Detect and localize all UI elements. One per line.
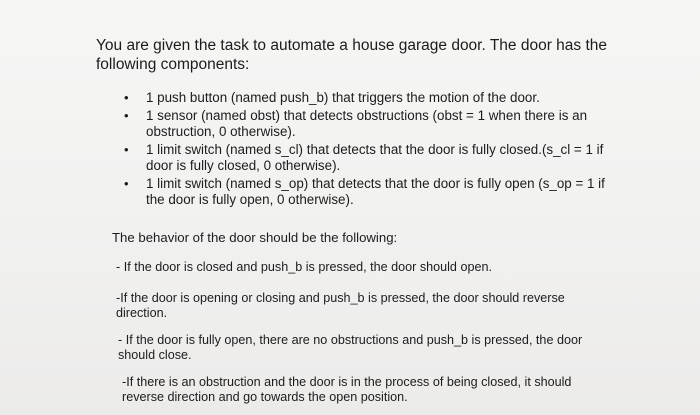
- bullet-icon: •: [124, 90, 129, 105]
- intro-paragraph: You are given the task to automate a house garage door. The door has the following components:: [96, 37, 608, 73]
- list-item: [120, 142, 620, 175]
- behavior-rule: - If the door is fully open, there are no obstructions and push_b is pressed, the door should close.: [118, 333, 583, 362]
- list-item: [120, 90, 620, 107]
- list-item: [120, 108, 620, 141]
- component-text: 1 sensor (named obst) that detects obstructions (obst = 1 when there is an obstruction, 0 otherwise).: [146, 107, 588, 139]
- behavior-rule: -If there is an obstruction and the door is in the process of being closed, it should reverse direction and go towards the open position.: [122, 375, 572, 404]
- behavior-heading: The behavior of the door should be the following:: [112, 230, 398, 245]
- component-text: 1 limit switch (named s_cl) that detects that the door is fully closed.(s_cl = 1 if door is fully closed, 0 otherwise).: [146, 141, 604, 173]
- components-list: [120, 90, 620, 210]
- list-item: [120, 176, 620, 209]
- bullet-icon: •: [124, 107, 129, 123]
- behavior-rule: -If the door is opening or closing and push_b is pressed, the door should reverse direction.: [116, 291, 565, 320]
- bullet-icon: •: [124, 175, 129, 191]
- behavior-rule: - If the door is closed and push_b is pressed, the door should open.: [116, 260, 492, 274]
- component-text: 1 push button (named push_b) that triggers the motion of the door.: [146, 90, 540, 105]
- bullet-icon: •: [124, 141, 129, 157]
- component-text: 1 limit switch (named s_op) that detects that the door is fully open (s_op = 1 if the door is fully open, 0 otherwise).: [146, 175, 605, 207]
